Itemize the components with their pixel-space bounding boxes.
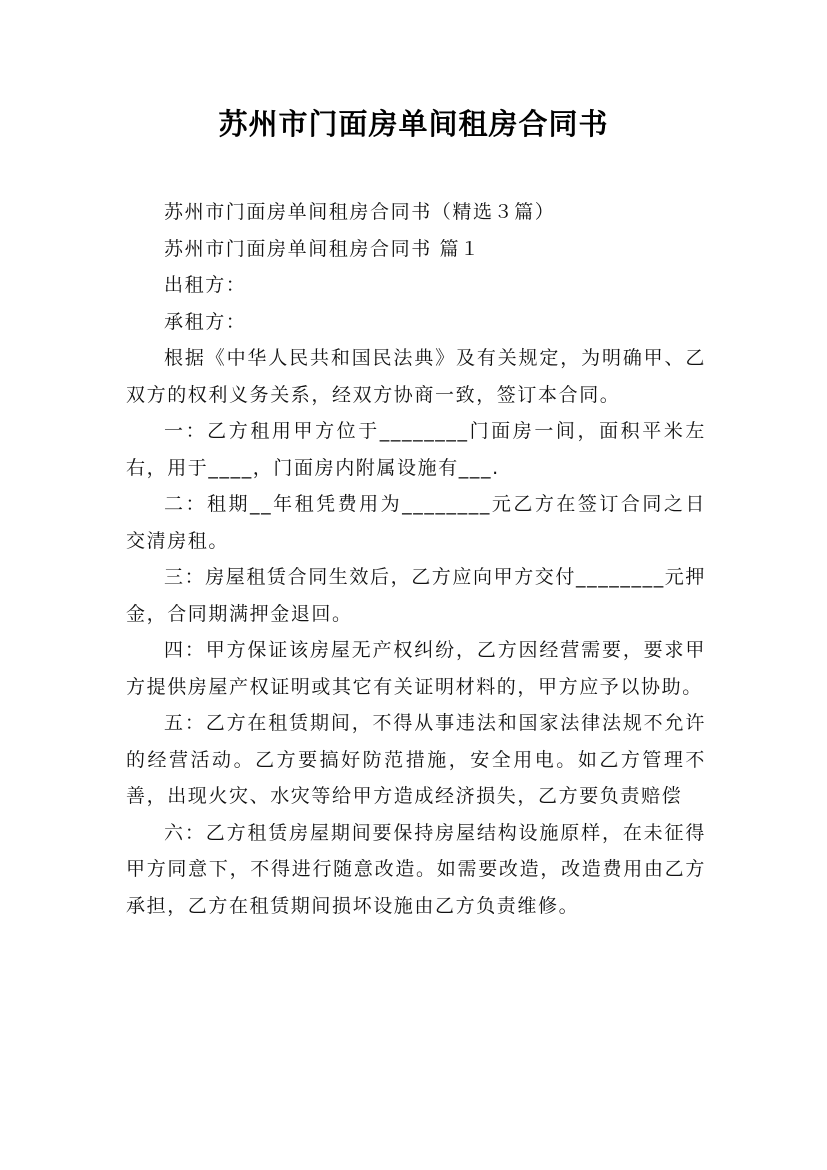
- paragraph-lessor: 出租方：: [164, 274, 247, 296]
- paragraph-clause-3: 三：房屋租赁合同生效后，乙方应向甲方交付________元押金，合同期满押金退回。: [126, 566, 707, 625]
- document-title: 苏州市门面房单间租房合同书: [218, 107, 609, 141]
- paragraph-clause-5: 五：乙方在租赁期间，不得从事违法和国家法律法规不允许的经营活动。乙方要搞好防范措施，安全用电。如乙方管理不善，出现火灾、水灾等给甲方造成经济损失，乙方要负责赔偿: [126, 712, 706, 807]
- paragraph-section-heading: 苏州市门面房单间租房合同书 篇１: [164, 237, 481, 260]
- paragraph-subtitle: 苏州市门面房单间租房合同书（精选３篇）: [164, 201, 556, 223]
- paragraph-clause-6: 六：乙方租赁房屋期间要保持房屋结构设施原样，在未征得甲方同意下，不得进行随意改造。如需要改造，改造费用由乙方承担，乙方在租赁期间损坏设施由乙方负责维修。: [126, 821, 706, 917]
- paragraph-clause-2: 二：租期__年租凭费用为________元乙方在签订合同之日交清房租。: [126, 493, 706, 552]
- paragraph-clause-4: 四：甲方保证该房屋无产权纠纷，乙方因经营需要，要求甲方提供房屋产权证明或其它有关证明材料的，甲方应予以协助。: [126, 639, 706, 698]
- paragraph-lessee: 承租方：: [164, 310, 247, 333]
- paragraph-clause-1: 一：乙方租用甲方位于________门面房一间，面积平米左右，用于____，门面房内附属设施有___.: [126, 420, 706, 479]
- paragraph-preamble: 根据《中华人民共和国民法典》及有关规定，为明确甲、乙双方的权利义务关系，经双方协商一致，签订本合同。: [126, 347, 706, 406]
- document-body: [126, 194, 706, 924]
